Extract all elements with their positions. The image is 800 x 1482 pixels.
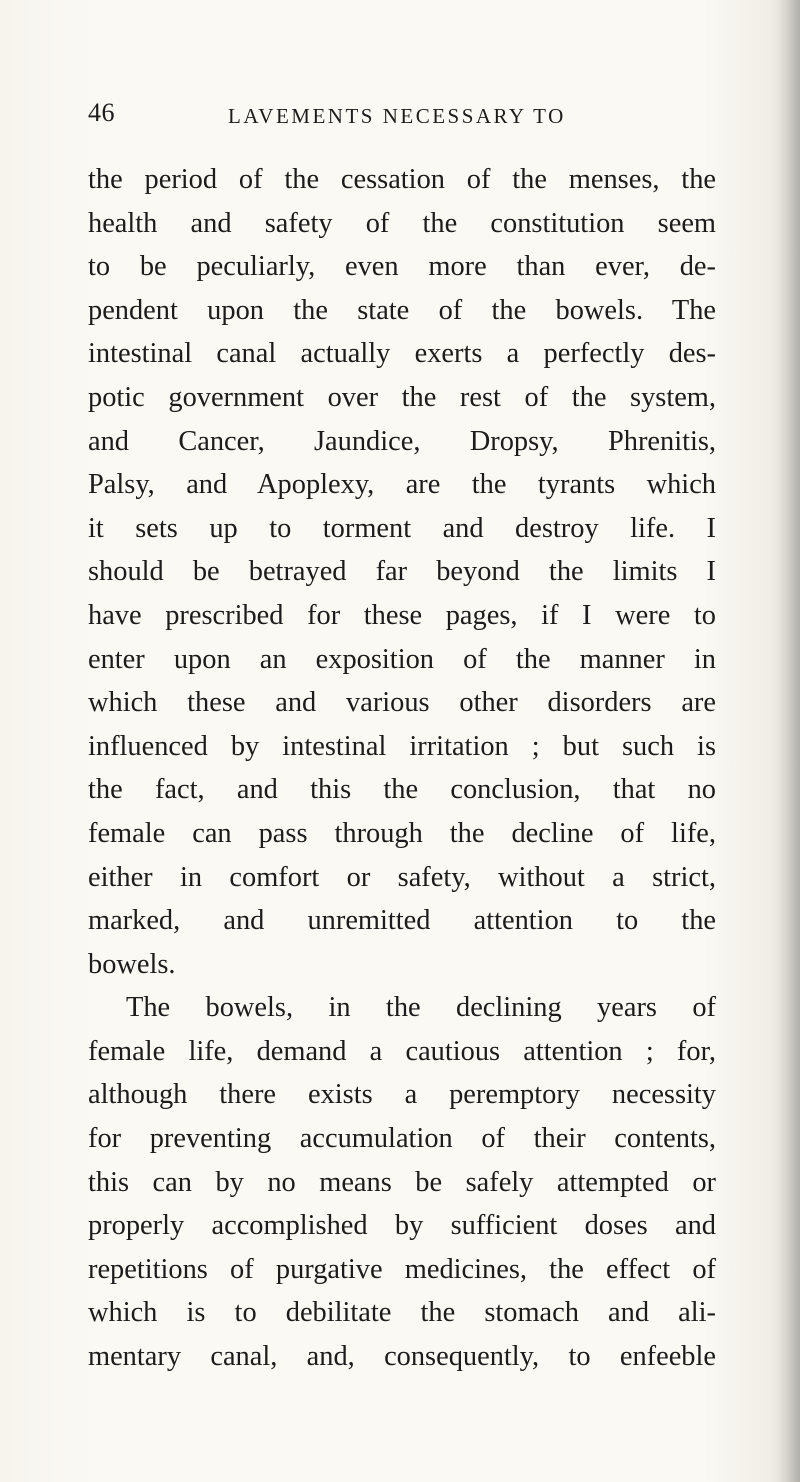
text-line: to be peculiarly, even more than ever, de- <box>88 251 716 283</box>
text-line: which is to debilitate the stomach and ali- <box>88 1297 716 1329</box>
text-line: health and safety of the constitution seem <box>88 207 716 239</box>
text-line: which these and various other disorders are <box>88 687 716 719</box>
text-line: the period of the cessation of the menses, the <box>88 164 716 195</box>
text-line: The bowels, in the declining years of <box>126 992 716 1024</box>
text-line: should be betrayed far beyond the limits I <box>88 556 716 588</box>
text-line: although there exists a peremptory necessity <box>88 1079 716 1111</box>
text-line: the fact, and this the conclusion, that no <box>88 774 716 806</box>
text-line: Palsy, and Apoplexy, are the tyrants which <box>88 469 716 501</box>
text-line: this can by no means be safely attempted or <box>88 1166 716 1198</box>
text-line: and Cancer, Jaundice, Dropsy, Phrenitis, <box>88 425 716 457</box>
text-line: pendent upon the state of the bowels. The <box>88 294 716 326</box>
text-line: repetitions of purgative medicines, the effect of <box>88 1253 716 1285</box>
text-line: bowels. <box>88 948 176 980</box>
text-line: properly accomplished by sufficient doses and <box>88 1210 716 1242</box>
text-line: female can pass through the decline of life, <box>88 817 716 849</box>
text-line: have prescribed for these pages, if I were to <box>88 599 716 631</box>
text-line: mentary canal, and, consequently, to enfeeble <box>88 1341 716 1373</box>
text-line: it sets up to torment and destroy life. I <box>88 512 716 544</box>
text-line: for preventing accumulation of their contents, <box>88 1123 716 1155</box>
text-line: either in comfort or safety, without a strict, <box>88 861 716 893</box>
text-line: marked, and unremitted attention to the <box>88 905 716 937</box>
body-text <box>88 158 716 1379</box>
text-line: female life, demand a cautious attention ; for, <box>88 1035 716 1067</box>
text-line: intestinal canal actually exerts a perfectly des- <box>88 338 716 370</box>
text-line: influenced by intestinal irritation ; but such is <box>88 730 716 762</box>
running-head <box>88 98 738 138</box>
running-head-title: LAVEMENTS NECESSARY TO <box>228 104 566 128</box>
text-line: enter upon an exposition of the manner in <box>88 643 716 675</box>
text-line: potic government over the rest of the system, <box>88 381 716 413</box>
page-edge-shadow <box>778 0 800 1482</box>
page-number: 46 <box>88 98 115 127</box>
